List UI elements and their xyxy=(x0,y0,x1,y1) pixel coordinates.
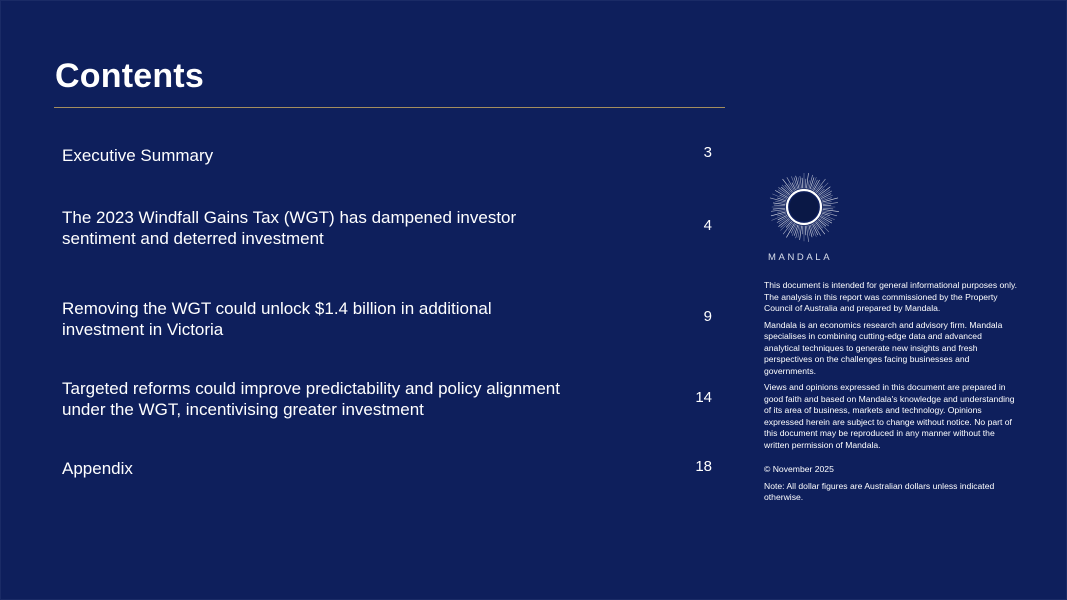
sunburst-ray xyxy=(779,219,789,227)
sunburst-ray xyxy=(779,188,789,196)
sunburst-ray xyxy=(802,226,803,234)
sunburst-ray xyxy=(805,226,806,235)
notes-intro: This document is intended for general informational purposes only. The analysis in this report was commissioned by the Property Council of Australia and prepared by Mandala. xyxy=(764,280,1018,313)
sunburst-ray xyxy=(775,191,787,198)
notes-about: Mandala is an economics research and advisory firm. Mandala specialises in combining cutting-edge data and advanced analytical techniques to generate new insights and fresh perspectives on the challenges facing businesses and governments. xyxy=(764,319,1003,376)
toc-entry-title: Targeted reforms could improve predictability and policy alignment under the WGT, incentivising greater investment xyxy=(62,379,560,419)
sunburst-ray xyxy=(805,179,806,188)
sunburst-ray xyxy=(822,198,831,201)
sunburst-ray xyxy=(823,208,833,209)
toc-entry-page-number: 9 xyxy=(703,308,712,325)
sunburst-ray xyxy=(773,208,785,209)
sunburst-ray xyxy=(783,179,793,192)
sunburst-ray xyxy=(782,185,790,193)
toc-entry-page-number: 4 xyxy=(703,217,712,234)
toc-entry-title: Removing the WGT could unlock $1.4 billion in additional investment in Victoria xyxy=(62,299,492,339)
sunburst-ring-icon xyxy=(764,173,844,245)
toc-entry-title: Appendix xyxy=(62,459,133,478)
toc-entry-removing-wgt[interactable] xyxy=(62,297,722,341)
mandala-logo xyxy=(764,173,844,245)
notes-disclaimer: Views and opinions expressed in this document are prepared in good faith and based on Mandala's knowledge and understanding of its area of business, markets and technology. Opinions expressed herein are subject to change without notice. No part of this document may be reproduced in any manner without the written permission of Mandala. xyxy=(764,382,1015,450)
toc-entry-page-number: 14 xyxy=(695,389,712,406)
notes-currency: Note: All dollar figures are Australian dollars unless indicated otherwise. xyxy=(764,480,995,502)
toc-entry-appendix[interactable] xyxy=(62,457,722,481)
brand-wordmark: MANDALA xyxy=(768,252,833,263)
sunburst-ray xyxy=(823,205,831,206)
toc-entry-targeted-reforms[interactable] xyxy=(62,377,722,421)
toc-entry-page-number: 3 xyxy=(703,144,712,161)
title-divider xyxy=(54,107,725,108)
toc-entry-executive-summary[interactable] xyxy=(62,144,722,168)
disclaimer-notes xyxy=(764,280,1020,509)
toc-entry-title: Executive Summary xyxy=(62,146,214,165)
notes-copyright: © November 2025 xyxy=(764,464,834,474)
toc-entry-page-number: 18 xyxy=(695,458,712,475)
toc-entry-title: The 2023 Windfall Gains Tax (WGT) has dampened investor sentiment and deterred investment xyxy=(62,208,517,248)
sunburst-ray xyxy=(802,178,803,188)
toc-entry-wgt-dampened-sentiment[interactable] xyxy=(62,206,722,250)
sunburst-ray xyxy=(774,205,785,206)
page-title: Contents xyxy=(55,57,204,95)
